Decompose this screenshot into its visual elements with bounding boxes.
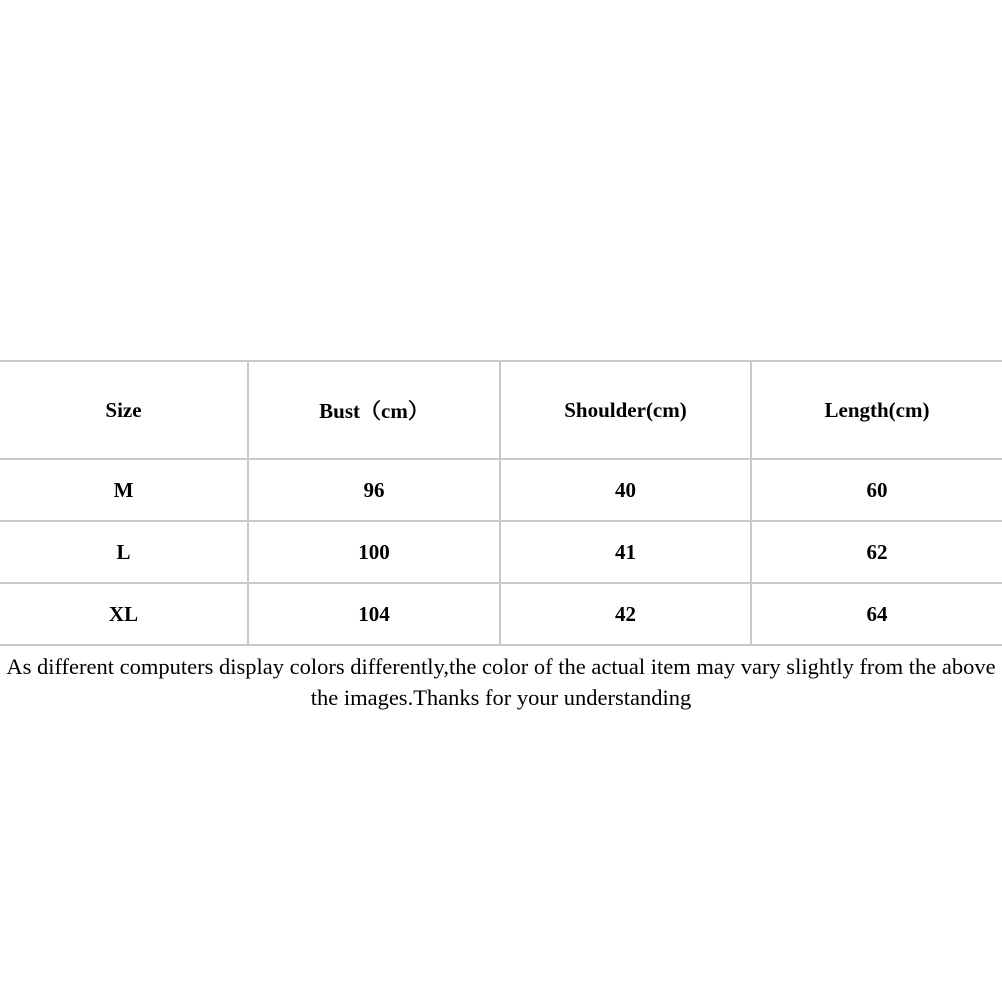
table-row-m — [0, 459, 1002, 521]
shoulder-cell: 42 — [500, 583, 751, 645]
header-size: Size — [0, 361, 248, 459]
shoulder-cell: 40 — [500, 459, 751, 521]
size-cell: XL — [0, 583, 248, 645]
header-shoulder: Shoulder(cm) — [500, 361, 751, 459]
header-bust: Bust（cm） — [248, 361, 500, 459]
table-header-row — [0, 361, 1002, 459]
color-disclaimer-line1: As different computers display colors differently,the color of the actual item may vary slightly from the above — [6, 654, 996, 679]
shoulder-cell: 41 — [500, 521, 751, 583]
bust-cell: 100 — [248, 521, 500, 583]
length-cell: 62 — [751, 521, 1002, 583]
length-cell: 64 — [751, 583, 1002, 645]
size-chart-table — [0, 360, 1002, 646]
size-cell: M — [0, 459, 248, 521]
header-length: Length(cm) — [751, 361, 1002, 459]
color-disclaimer-line2: the images.Thanks for your understanding — [310, 685, 692, 710]
length-cell: 60 — [751, 459, 1002, 521]
color-disclaimer-note — [0, 651, 1002, 713]
size-cell: L — [0, 521, 248, 583]
table-row-xl — [0, 583, 1002, 645]
bust-cell: 96 — [248, 459, 500, 521]
table-row-l — [0, 521, 1002, 583]
bust-cell: 104 — [248, 583, 500, 645]
